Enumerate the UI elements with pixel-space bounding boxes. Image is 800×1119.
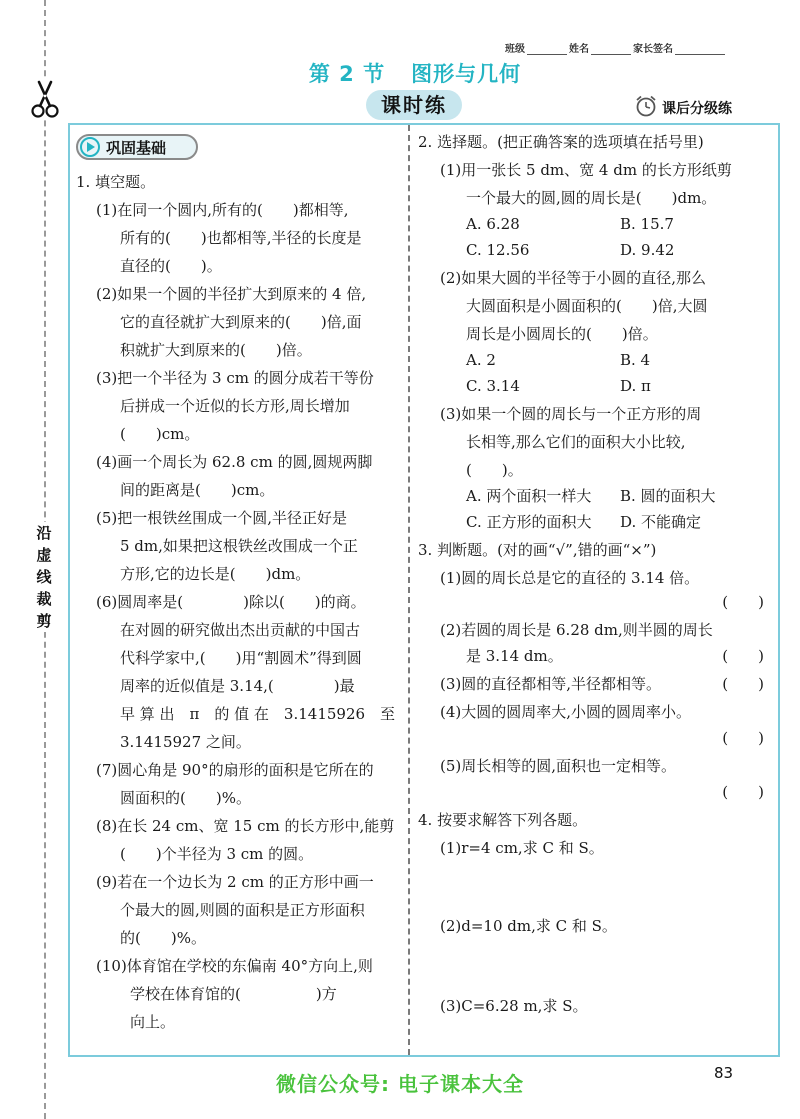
- q3-2-line: 是 3.14 dm。: [466, 647, 563, 665]
- student-info: [505, 40, 765, 55]
- q1-5-line: (5)把一根铁丝围成一个圆,半径正好是: [96, 509, 348, 527]
- parent-signature-label: 家长签名: [633, 44, 673, 55]
- q1-3-line: 后拼成一个近似的长方形,周长增加: [120, 397, 350, 415]
- q2-3-option-c: C. 正方形的面积大: [466, 513, 592, 531]
- q1-1-line: (1)在同一个圆内,所有的( )都相等,: [96, 201, 349, 219]
- q2-3-option-a: A. 两个面积一样大: [466, 487, 592, 505]
- footer-banner: 微信公众号: 电子课本大全: [276, 1072, 524, 1096]
- q2-1-option-d: D. 9.42: [620, 241, 675, 259]
- q3-4-answer-paren[interactable]: ( ): [722, 729, 764, 747]
- q2-2-option-c: C. 3.14: [466, 377, 520, 395]
- consolidate-basics-badge: [76, 134, 198, 160]
- q3-5-line: (5)周长相等的圆,面积也一定相等。: [440, 757, 677, 775]
- q1-6-line: (6)圆周率是( )除以( )的商。: [96, 593, 366, 611]
- q1-3-line: ( )cm。: [120, 425, 200, 443]
- q1-6-line: 在对圆的研究做出杰出贡献的中国古: [120, 621, 361, 639]
- lesson-banner: 课时练: [366, 90, 462, 120]
- q1-4-line: 间的距离是( )cm。: [120, 481, 275, 499]
- q3-heading: 3. 判断题。(对的画“√”,错的画“×”): [418, 541, 657, 559]
- cut-along-dashed-line-label: 沿 虚 线 裁 剪: [31, 522, 57, 632]
- q2-1-line: (1)用一张长 5 dm、宽 4 dm 的长方形纸剪: [440, 161, 732, 179]
- q3-4-line: (4)大圆的圆周率大,小圆的圆周率小。: [440, 703, 692, 721]
- q4-heading: 4. 按要求解答下列各题。: [418, 811, 588, 829]
- q1-5-line: 方形,它的边长是( )dm。: [120, 565, 311, 583]
- q2-2-option-a: A. 2: [466, 351, 496, 369]
- section-topic: 图形与几何: [411, 62, 522, 86]
- q1-6-line: 早 算 出 π 的 值 在 3.1415926 至: [120, 705, 396, 723]
- q2-2-option-b: B. 4: [620, 351, 651, 369]
- badge-label: 巩固基础: [106, 138, 167, 157]
- q1-8-line: ( )个半径为 3 cm 的圆。: [120, 845, 314, 863]
- q2-2-line: 大圆面积是小圆面积的( )倍,大圆: [466, 297, 708, 315]
- q3-1-answer-paren[interactable]: ( ): [722, 593, 764, 611]
- q1-6-line: 3.1415927 之间。: [120, 733, 251, 751]
- q2-3-line: ( )。: [466, 461, 523, 479]
- q2-2-option-d: D. π: [620, 377, 651, 395]
- q1-2-line: 积就扩大到原来的( )倍。: [120, 341, 312, 359]
- class-label: 班级: [505, 44, 525, 55]
- grade-label: 课后分级练: [662, 101, 732, 117]
- q3-2-line: (2)若圆的周长是 6.28 dm,则半圆的周长: [440, 621, 713, 639]
- column-divider: [408, 125, 410, 1055]
- q1-8-line: (8)在长 24 cm、宽 15 cm 的长方形中,能剪: [96, 817, 395, 835]
- q1-1-line: 直径的( )。: [120, 257, 222, 275]
- q1-heading: 1. 填空题。: [76, 173, 156, 191]
- q1-10-line: 向上。: [130, 1013, 176, 1031]
- q2-3-option-d: D. 不能确定: [620, 513, 702, 531]
- q4-1-line: (1)r=4 cm,求 C 和 S。: [440, 839, 604, 857]
- q1-1-line: 所有的( )也都相等,半径的长度是: [120, 229, 362, 247]
- q2-1-option-a: A. 6.28: [466, 215, 520, 233]
- q2-heading: 2. 选择题。(把正确答案的选项填在括号里): [418, 133, 704, 151]
- page-number: 83: [714, 1064, 734, 1082]
- q2-1-line: 一个最大的圆,圆的周长是( )dm。: [466, 189, 717, 207]
- q1-7-line: (7)圆心角是 90°的扇形的面积是它所在的: [96, 761, 374, 779]
- play-icon: [80, 137, 100, 157]
- q1-3-line: (3)把一个半径为 3 cm 的圆分成若干等份: [96, 369, 374, 387]
- class-blank[interactable]: [527, 44, 567, 55]
- q1-2-line: (2)如果一个圆的半径扩大到原来的 4 倍,: [96, 285, 367, 303]
- alarm-clock-icon: [634, 94, 658, 122]
- scissors-icon: [30, 80, 60, 120]
- q3-5-answer-paren[interactable]: ( ): [722, 783, 764, 801]
- q1-10-line: (10)体育馆在学校的东偏南 40°方向上,则: [96, 957, 373, 975]
- q2-1-option-b: B. 15.7: [620, 215, 674, 233]
- parent-signature-blank[interactable]: [675, 44, 725, 55]
- q1-9-line: 的( )%。: [120, 929, 206, 947]
- q1-6-line: 周率的近似值是 3.14,( )最: [120, 677, 355, 695]
- q3-2-answer-paren[interactable]: ( ): [722, 647, 764, 665]
- q4-3-line: (3)C=6.28 m,求 S。: [440, 997, 588, 1015]
- q3-3-answer-paren[interactable]: ( ): [722, 675, 764, 693]
- grade-tag: [634, 96, 774, 120]
- q2-1-option-c: C. 12.56: [466, 241, 530, 259]
- name-label: 姓名: [569, 44, 589, 55]
- section-number: 第 2 节: [308, 62, 386, 86]
- q1-7-line: 圆面积的( )%。: [120, 789, 251, 807]
- q2-2-line: (2)如果大圆的半径等于小圆的直径,那么: [440, 269, 707, 287]
- q2-2-line: 周长是小圆周长的( )倍。: [466, 325, 658, 343]
- q1-10-line: 学校在体育馆的( )方: [130, 985, 337, 1003]
- q2-3-option-b: B. 圆的面积大: [620, 487, 716, 505]
- q1-9-line: (9)若在一个边长为 2 cm 的正方形中画一: [96, 873, 374, 891]
- q1-9-line: 个最大的圆,则圆的面积是正方形面积: [120, 901, 365, 919]
- q1-4-line: (4)画一个周长为 62.8 cm 的圆,圆规两脚: [96, 453, 373, 471]
- q1-2-line: 它的直径就扩大到原来的( )倍,面: [120, 313, 362, 331]
- q4-2-line: (2)d=10 dm,求 C 和 S。: [440, 917, 617, 935]
- name-blank[interactable]: [591, 44, 631, 55]
- q1-6-line: 代科学家中,( )用“割圆术”得到圆: [120, 649, 362, 667]
- q3-3-line: (3)圆的直径都相等,半径都相等。: [440, 675, 662, 693]
- section-title: [260, 58, 570, 88]
- q2-3-line: (3)如果一个圆的周长与一个正方形的周: [440, 405, 702, 423]
- q2-3-line: 长相等,那么它们的面积大小比较,: [466, 433, 686, 451]
- q3-1-line: (1)圆的周长总是它的直径的 3.14 倍。: [440, 569, 700, 587]
- q1-5-line: 5 dm,如果把这根铁丝改围成一个正: [120, 537, 358, 555]
